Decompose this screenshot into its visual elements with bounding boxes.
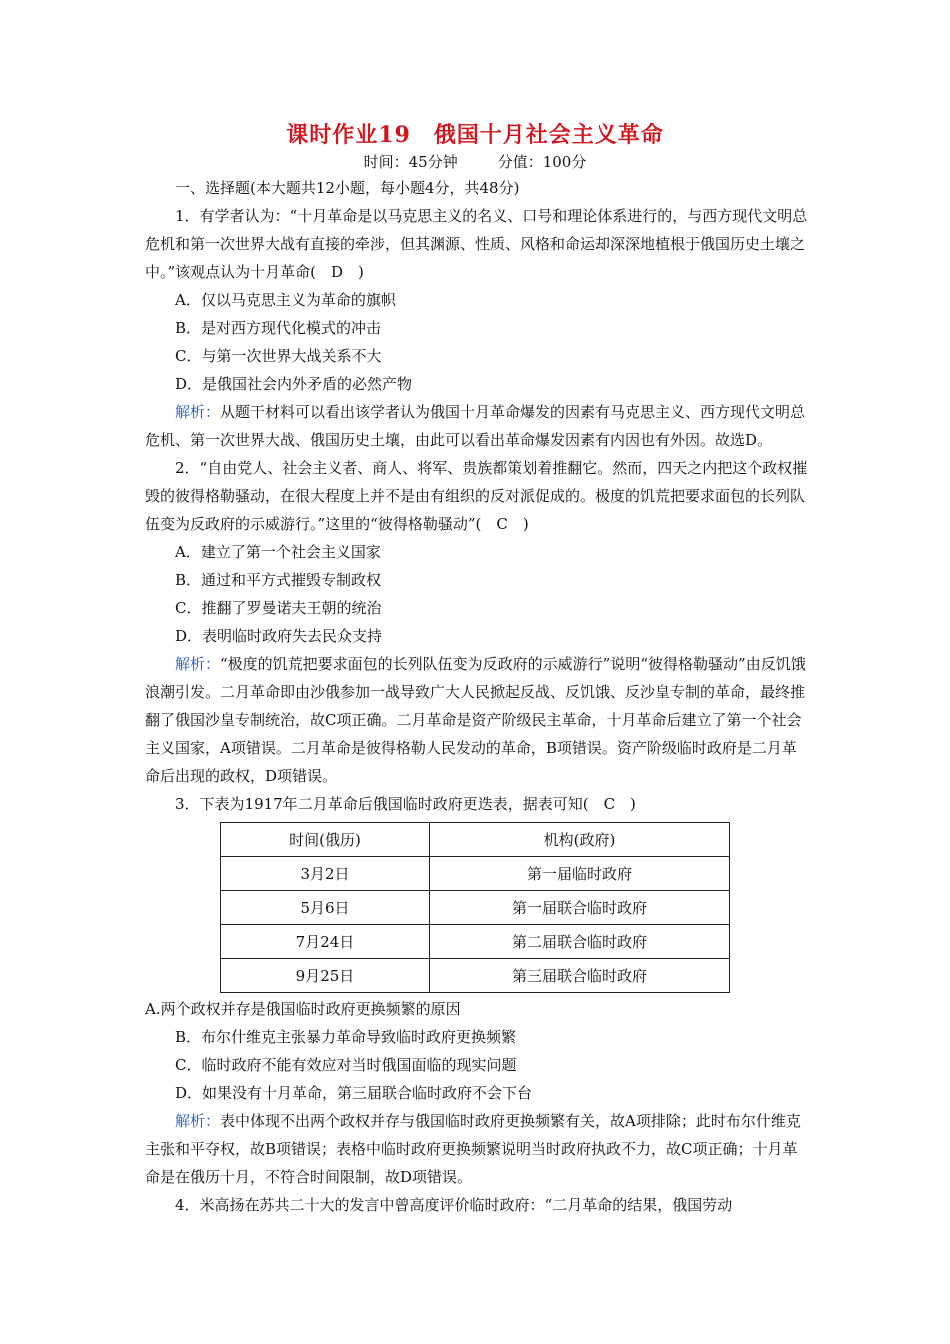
section-heading: 一、选择题(本大题共12小题，每小题4分，共48分) xyxy=(175,179,520,197)
question-3-option-c: C．临时政府不能有效应对当时俄国面临的现实问题 xyxy=(175,1056,517,1074)
table-cell-date: 9月25日 xyxy=(221,959,430,993)
table-row xyxy=(221,959,730,993)
table-cell-date: 5月6日 xyxy=(221,891,430,925)
table-header-time: 时间(俄历) xyxy=(221,823,430,857)
explanation-label: 解析： xyxy=(175,1112,221,1130)
question-3-explanation xyxy=(145,1107,810,1191)
question-3-explanation-text: 表中体现不出两个政权并存与俄国临时政府更换频繁有关，故A项排除；此时布尔什维克主张和平夺权，故B项错误；表格中临时政府更换频繁说明当时政府执政不力，故C项正确；十月革命是在俄历十月，不符合时间限制，故D项错误。 xyxy=(145,1112,801,1186)
government-table xyxy=(220,822,730,993)
government-table-wrapper xyxy=(145,818,810,995)
question-3-option-d: D．如果没有十月革命，第三届联合临时政府不会下台 xyxy=(175,1084,533,1102)
question-2-option-b: B．通过和平方式摧毁专制政权 xyxy=(175,571,382,589)
question-3-stem: 3．下表为1917年二月革命后俄国临时政府更迭表，据表可知( C ) xyxy=(175,795,636,813)
exam-meta xyxy=(0,151,950,172)
explanation-label: 解析： xyxy=(175,403,221,421)
table-row xyxy=(221,925,730,959)
table-cell-date: 3月2日 xyxy=(221,857,430,891)
question-1-explanation-text: 从题干材料可以看出该学者认为俄国十月革命爆发的因素有马克思主义、西方现代文明总危机、第一次世界大战、俄国历史土壤，由此可以看出革命爆发因素有内因也有外因。故选D。 xyxy=(145,403,806,449)
score-total: 分值：100分 xyxy=(497,153,587,171)
page-title: 课时作业19 俄国十月社会主义革命 xyxy=(286,122,664,148)
time-limit: 时间：45分钟 xyxy=(363,153,458,171)
explanation-label: 解析： xyxy=(175,655,221,673)
table-header-row xyxy=(221,823,730,857)
table-cell-government: 第一届联合临时政府 xyxy=(430,891,730,925)
question-3-option-b: B．布尔什维克主张暴力革命导致临时政府更换频繁 xyxy=(175,1028,517,1046)
content xyxy=(145,174,810,1219)
table-cell-government: 第一届临时政府 xyxy=(430,857,730,891)
table-cell-date: 7月24日 xyxy=(221,925,430,959)
question-1-option-b: B．是对西方现代化模式的冲击 xyxy=(175,319,382,337)
table-row xyxy=(221,891,730,925)
table-cell-government: 第二届联合临时政府 xyxy=(430,925,730,959)
question-1-option-d: D．是俄国社会内外矛盾的必然产物 xyxy=(175,375,413,393)
question-4-stem: 4．米高扬在苏共二十大的发言中曾高度评价临时政府：“二月革命的结果，俄国劳动 xyxy=(175,1196,733,1214)
question-1-option-a: A．仅以马克思主义为革命的旗帜 xyxy=(175,291,396,309)
question-1-stem: 1．有学者认为：“十月革命是以马克思主义的名义、口号和理论体系进行的，与西方现代文明总危机和第一次世界大战有直接的牵涉，但其渊源、性质、风格和命运却深深地植根于俄国历史土壤之中。”该观点认为十月革命( D ) xyxy=(145,207,808,281)
question-1-option-c: C．与第一次世界大战关系不大 xyxy=(175,347,382,365)
table-row xyxy=(221,857,730,891)
question-2-stem: 2．“自由党人、社会主义者、商人、将军、贵族都策划着推翻它。然而，四天之内把这个政权摧毁的彼得格勒骚动，在很大程度上并不是由有组织的反对派促成的。极度的饥荒把要求面包的长列队伍变为反政府的示威游行。”这里的“彼得格勒骚动”( C ) xyxy=(145,459,808,533)
question-2-option-a: A．建立了第一个社会主义国家 xyxy=(175,543,381,561)
question-2-explanation-text: “极度的饥荒把要求面包的长列队伍变为反政府的示威游行”说明“彼得格勒骚动”由反饥饿浪潮引发。二月革命即由沙俄参加一战导致广大人民掀起反战、反饥饿、反沙皇专制的革命，最终推翻了俄国沙皇专制统治，故C项正确。二月革命是资产阶级民主革命，十月革命后建立了第一个社会主义国家，A项错误。二月革命是彼得格勒人民发动的革命，B项错误。资产阶级临时政府是二月革命后出现的政权，D项错误。 xyxy=(145,655,806,785)
question-2-option-d: D．表明临时政府失去民众支持 xyxy=(175,627,383,645)
question-1-explanation xyxy=(145,398,810,454)
table-header-government: 机构(政府) xyxy=(430,823,730,857)
question-2-explanation xyxy=(145,650,810,790)
table-cell-government: 第三届联合临时政府 xyxy=(430,959,730,993)
question-3-option-a: A.两个政权并存是俄国临时政府更换频繁的原因 xyxy=(145,1000,461,1018)
question-2-option-c: C．推翻了罗曼诺夫王朝的统治 xyxy=(175,599,382,617)
